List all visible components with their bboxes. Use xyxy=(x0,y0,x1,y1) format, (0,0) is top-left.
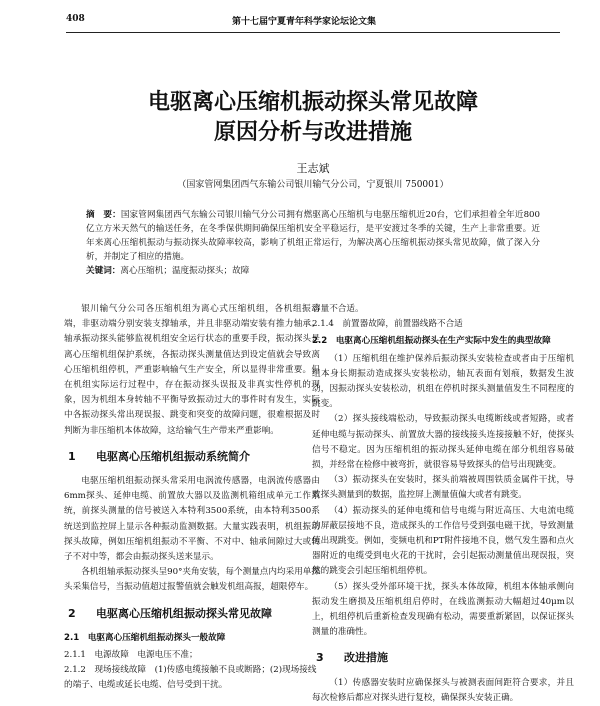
section-3-number: 3 xyxy=(316,651,324,665)
running-title: 第十七届宁夏青年科学家论坛论文集 xyxy=(232,17,377,27)
fault-item-2: （2）探头接线端松动，导致振动探头电缆断线或者短路，或者延伸电缆与振动探头、前置放大器的接线接头连接接触不好，使探头信号不稳定。因为压缩机组的振动探头延伸电缆在部分机组容易破损，并经常在检修中被弯折，就很容易导致探头的信号出现跳变。 xyxy=(312,414,574,471)
section-3-heading xyxy=(312,650,574,665)
subsection-2-1-2: 2.1.2 现场接线故障 (1)传感电缆接触不良或断路；(2)现场接线的端子、电缆或延长电缆、信号受到干扰。 xyxy=(64,665,317,691)
right-column xyxy=(312,302,574,706)
abstract xyxy=(86,208,540,264)
left-column xyxy=(64,302,320,694)
fault-item-4: （4）振动探头的延伸电缆和信号电缆与附近高压、大电流电缆的屏蔽层接地不良，造成探头的工作信号受到强电磁干扰，导致测量值出现跳变。例如，变频电机和PT附件接地不良，燃气发生器和点火器附近的电缆受到电火花的干扰时，会引起振动测量值出现误报，突然的跳变会引起压缩机组停机。 xyxy=(312,505,574,577)
keywords xyxy=(86,264,540,276)
continued-line: 容量不合适。 xyxy=(312,304,364,314)
subsection-2-1-1: 2.1.1 电源故障 电源电压不准； xyxy=(64,650,198,661)
section-1-heading xyxy=(64,449,320,464)
section-1-paragraph-2: 各机组轴承振动探头呈90°夹角安装，每个测量点内均采用单探头采集信号，当振动值超过报警值就会触发机组高报，超限停车。 xyxy=(64,567,320,593)
title-line-2: 原因分析与改进措施 xyxy=(213,120,412,145)
abstract-text: 国家管网集团西气东输公司银川输气分公司拥有燃驱离心压缩机与电驱压缩机近20台，它们承担着全年近800亿立方米天然气的输送任务，在冬季保供期间确保压缩机安全平稳运行，是平安渡过冬季的关键，生产上非常重要。近年来离心压缩机振动与振动探头故障率较高，影响了机组正常运行，为解决离心压缩机振动探头常见故障，做了深入分析，并制定了相应的措施。 xyxy=(86,210,540,262)
fault-item-1: （1）压缩机组在维护保养后振动探头安装检查或者由于压缩机组本身长期振动造成探头安装松动，轴瓦表面有划痕，数据发生波动，因振动探头安装松动，机组在停机时探头测量值发生不同程度的跳变。 xyxy=(312,353,574,410)
section-2-title: 电驱离心压缩机组振动探头常见故障 xyxy=(96,606,272,620)
author: 王志斌 xyxy=(296,162,330,175)
fault-item-5: （5）探头受外部环境干扰，探头本体故障，机组本体轴承侧向振动发生磨损及压缩机组启停时，在线监测振动大幅超过40μm以上，机组停机后重新检查发现确有松动，需要重新紧固，以保证探头测量的准确性。 xyxy=(312,581,574,638)
section-2-heading xyxy=(64,606,320,621)
affiliation: （国家管网集团西气东输公司银川输气分公司，宁夏银川 750001） xyxy=(177,180,449,190)
measure-item-1: （1）传感器安装时应确保探头与被测表面间距符合要求，并且每次检修后都应对探头进行复校，确保探头安装正确。 xyxy=(312,677,574,703)
subsection-2-1-4: 2.1.4 前置器故障，前置器线路不合适 xyxy=(312,319,463,330)
keywords-text: 离心压缩机；温度振动探头；故障 xyxy=(120,266,250,276)
paper-title xyxy=(66,88,560,148)
section-3-title: 改进措施 xyxy=(344,651,388,665)
running-header xyxy=(66,14,560,32)
abstract-label: 摘 要： xyxy=(86,210,121,220)
section-1-number: 1 xyxy=(68,449,76,463)
section-2-number: 2 xyxy=(68,606,76,620)
section-1-title: 电驱离心压缩机组振动系统简介 xyxy=(96,449,250,463)
section-1-paragraph-1: 电驱压缩机组振动探头常采用电涡流传感器，电涡流传感器由6mm探头、延伸电缆、前置放大器以及监测机箱组成单元工作系统，前探头测量的信号被送入本特利3500系统，由本特利3500系统送到监控屏上显示各种振动监测数据。大量实践表明，机组振动探头故障，例如压缩机组振动不平衡、不对中、轴承间隙过大或转子不对中等，都会由振动探头送来显示。 xyxy=(64,476,320,563)
intro-paragraph: 银川输气分公司各压缩机组为离心式压缩机组，各机组振动端，非驱动端分别安装支撑轴承，并且非驱动端安装有推力轴承。轴承振动探头能够监视机组安全运行状态的重要手段，振动探头是离心压缩机组保护系统，各振动探头测量值达到设定值就会导致离心压缩机组停机，严重影响输气生产安全，所以显得非常重要。但在机组实际运行过程中，存在振动探头误报及非真实性停机的现象，因为机组本身转轴不平衡导致振动过大的事件时有发生，实际中各振动探头常出现误报、跳变和突变的故障问题，很难根据及时判断为非压缩机本体故障，这给输气生产带来严重影响。 xyxy=(64,304,320,436)
subsection-2-1-heading: 2.1 电驱离心压缩机组振动探头一般故障 xyxy=(64,632,226,643)
page-number: 408 xyxy=(66,14,85,24)
fault-item-3: （3）振动探头在安装时，探头前端被周围铁质金属件干扰，导致探头测量到的数据，监控屏上测量值偏大或者有跳变。 xyxy=(312,475,574,501)
subsection-2-2-heading: 2.2 电驱离心压缩机组振动探头在生产实际中发生的典型故障 xyxy=(312,336,551,347)
header-rule xyxy=(66,32,560,33)
keywords-label: 关键词： xyxy=(86,266,121,276)
title-line-1: 电驱离心压缩机振动探头常见故障 xyxy=(147,90,478,115)
